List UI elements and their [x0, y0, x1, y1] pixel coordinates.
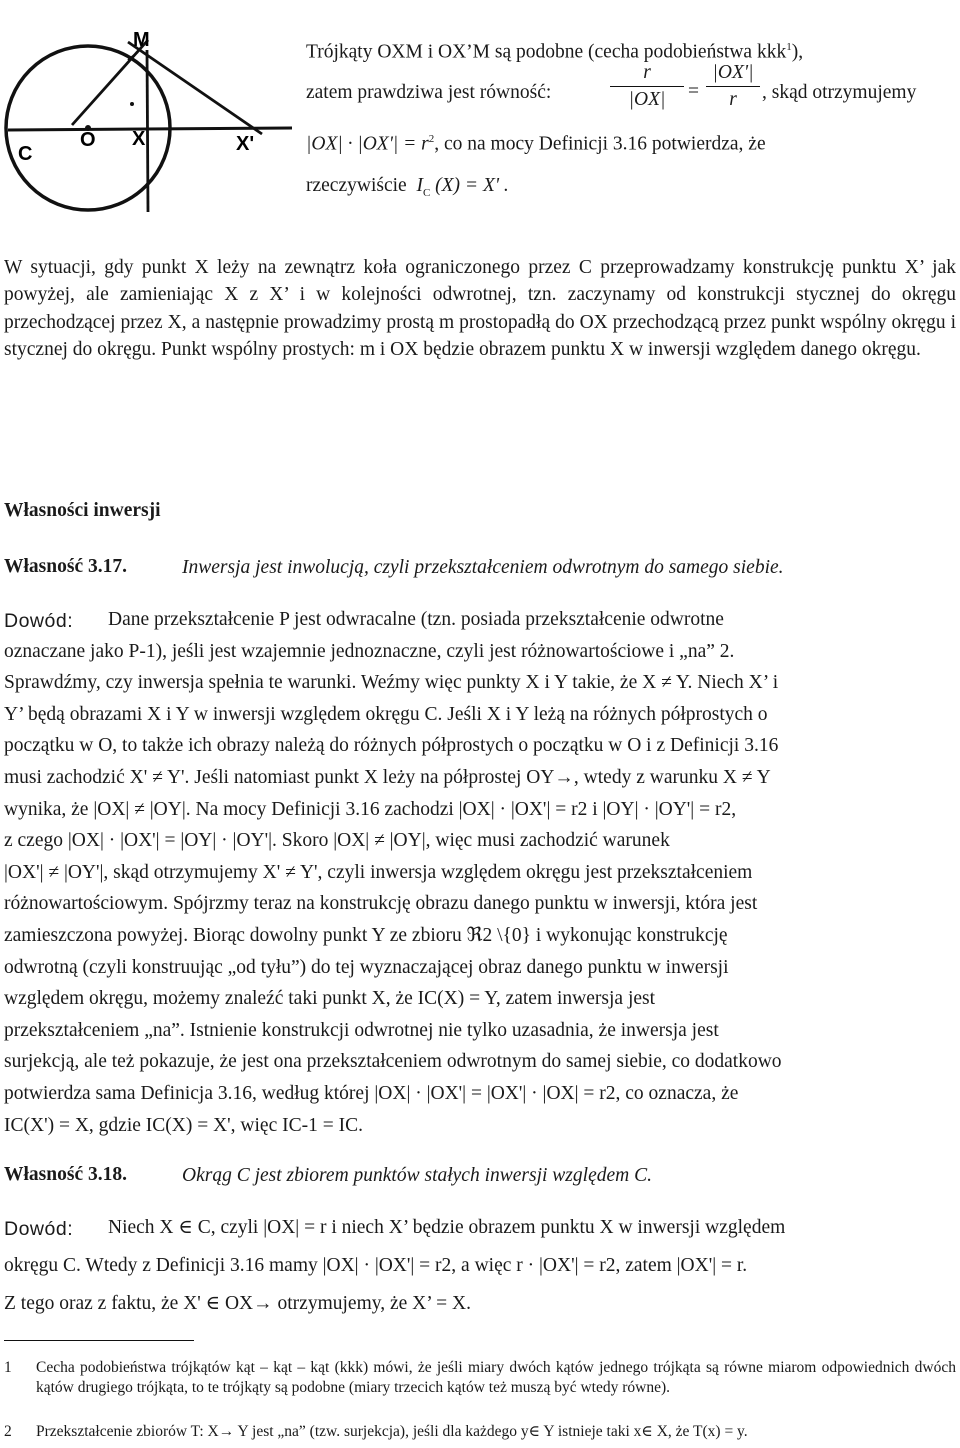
figure-label-c: C [18, 143, 33, 165]
top-line-3-end: , co na mocy Definicji 3.16 potwierdza, że [434, 133, 766, 155]
proof-317-label: Dowód: [4, 610, 74, 632]
fraction-oxp-over-r [706, 62, 760, 111]
proof-line: wynika, że |OX| ≠ |OY|. Na mocy Definicji 3.16 zachodzi |OX| · |OX'| = r2 i |OY| · |OY'| = r2, [4, 798, 737, 820]
top-line-1 [306, 34, 956, 66]
equals-sign: = [688, 81, 699, 102]
property-318-label: Własność 3.18. [4, 1164, 127, 1185]
fraction-1-denominator: |OX| [610, 86, 684, 111]
proof-line: Dane przekształcenie P jest odwracalne (tzn. posiada przekształcenie odwrotne [108, 609, 724, 630]
top-line-2 [306, 79, 551, 106]
proof-line: Niech X ∈ C, czyli |OX| = r i niech X’ będzie obrazem punktu X w inwersji względem [108, 1217, 786, 1238]
proof-line: |OX'| ≠ |OY'|, skąd otrzymujemy X' ≠ Y', czyli inwersja względem okręgu jest przekształceniem [4, 861, 753, 883]
top-line-4 [306, 172, 509, 207]
proof-line: względem okręgu, możemy znaleźć taki punkt X, że IC(X) = Y, zatem inwersja jest [4, 988, 656, 1010]
proof-line: odwrotną (czyli konstruując „od tyłu”) do tej wyznaczającej obraz danego punktu w inwersji [4, 956, 729, 978]
inversion-result: (X) = X' . [435, 175, 509, 196]
section-title: Własności inwersji [4, 500, 161, 521]
figure-label-o: O [80, 129, 96, 151]
fraction-2-numerator: |OX'| [712, 62, 754, 83]
footnote-separator [4, 1340, 194, 1341]
exponent-2: 2 [428, 133, 435, 145]
fraction-2-denominator: r [706, 86, 760, 111]
top-line-2-start: zatem prawdziwa jest równość: [306, 82, 552, 103]
inversion-symbol: I [416, 175, 423, 196]
inversion-construction-figure [0, 0, 300, 215]
proof-line: z czego |OX| · |OX'| = |OY| · |OY'|. Skoro |OX| ≠ |OY|, więc musi zachodzić warunek [4, 830, 670, 852]
proof-line: oznaczane jako P-1), jeśli jest wzajemnie jednoznaczne, czyli jest różnowartościowe i „na” 2. [4, 640, 735, 662]
proof-line: Y’ będą obrazami X i Y w inwersji względem okręgu C. Jeśli X i Y leżą na różnych półprostych o [4, 703, 768, 725]
proof-line: surjekcją, ale też pokazuje, że jest ona przekształceniem odwrotnym do samej siebie, co dodatkowo [4, 1051, 782, 1073]
fraction-r-over-ox [610, 62, 684, 111]
footnote-1-text: Cecha podobieństwa trójkątów kąt – kąt – kąt (kkk) mówi, że jeśli miary dwóch kątów jednego trójkąta są równe miarom odpowiednich dwóch kątów drugiego trójkąta, to te trójkąty są podobne (miary trzecich kątów też muszą być wtedy równe). [36, 1359, 956, 1396]
top-line-3 [306, 126, 956, 158]
proof-318-body [4, 1214, 956, 1328]
footnote-ref-1: 1 [786, 41, 792, 53]
proof-line: musi zachodzić X' ≠ Y'. Jeśli natomiast punkt X leży na półprostej OY→, wtedy z warunku X ≠ Y [4, 766, 771, 788]
proof-line: okręgu C. Wtedy z Definicji 3.16 mamy |OX| · |OX'| = r2, a więc r · |OX'| = r2, zatem |OX'| = r. [4, 1255, 748, 1276]
property-317-label: Własność 3.17. [4, 556, 127, 577]
proof-line: zamieszczona powyżej. Biorąc dowolny punkt Y ze zbioru ℜ2 \{0} i wykonując konstrukcję [4, 924, 728, 946]
footnote-1-number: 1 [4, 1359, 12, 1376]
paragraph-outside-case: W sytuacji, gdy punkt X leży na zewnątrz koła ograniczonego przez C przeprowadzamy konstrukcję punktu X’ jak powyżej, ale zamieniając X z X’ i w kolejności odwrotnej, tzn. zaczynamy od konstrukcji stycznej do okręgu przechodzącej przez X, a następnie prowadzimy prostą m prostopadłą do OX przechodzącą przez punkt wspólny okręgu i stycznej do okręgu. Punkt wspólny prostych: m i OX będzie obrazem punktu X w inwersji względem danego okręgu. [4, 257, 956, 361]
product-formula: |OX| · |OX'| = r [306, 133, 429, 155]
property-317-text: Inwersja jest inwolucją, czyli przekształceniem odwrotnym do samego siebie. [182, 557, 784, 578]
top-line-1-text: Trójkąty OXM i OX’M są podobne (cecha podobieństwa kkk [306, 41, 787, 63]
proof-line: IC(X') = X, gdzie IC(X) = X', więc IC-1 = IC. [4, 1114, 363, 1136]
proof-line: różnowartościowym. Spójrzmy teraz na konstrukcję obrazu danego punktu w inwersji, która jest [4, 893, 758, 915]
proof-318-label: Dowód: [4, 1218, 74, 1240]
top-line-4-start: rzeczywiście [306, 175, 407, 196]
proof-line: Z tego oraz z faktu, że X' ∈ OX→ otrzymujemy, że X’ = X. [4, 1293, 471, 1314]
top-line-1-end: ), [791, 41, 804, 63]
proof-line: przekształceniem „na”. Istnienie konstrukcji odwrotnej nie tylko uzasadnia, że inwersja jest [4, 1019, 719, 1041]
proof-317-body [4, 606, 956, 1143]
footnote-2-text: Przekształcenie zbiorów T: X→ Y jest „na” (tzw. surjekcja), jeśli dla każdego y∈ Y istnieje taki x∈ X, że T(x) = y. [36, 1423, 748, 1440]
proof-line: Sprawdźmy, czy inwersja spełnia te warunki. Weźmy więc punkty X i Y takie, że X ≠ Y. Niech X’ i [4, 672, 779, 694]
figure-label-m: M [133, 29, 150, 51]
property-318-text: Okrąg C jest zbiorem punktów stałych inwersji względem C. [182, 1165, 652, 1186]
fraction-1-numerator: r [643, 62, 651, 83]
proof-line: potwierdza sama Definicja 3.16, według której |OX| · |OX'| = |OX'| · |OX| = r2, co oznacza, że [4, 1082, 739, 1104]
inversion-subscript: C [422, 186, 431, 199]
top-line-2-end: , skąd otrzymujemy [762, 82, 917, 103]
figure-label-x: X [132, 128, 146, 150]
footnote-2-number: 2 [4, 1423, 12, 1440]
figure-label-xp: X' [236, 133, 255, 155]
proof-line: początku w O, to także ich obrazy należą do różnych półprostych o początku w O i z Definicji 3.16 [4, 735, 779, 757]
